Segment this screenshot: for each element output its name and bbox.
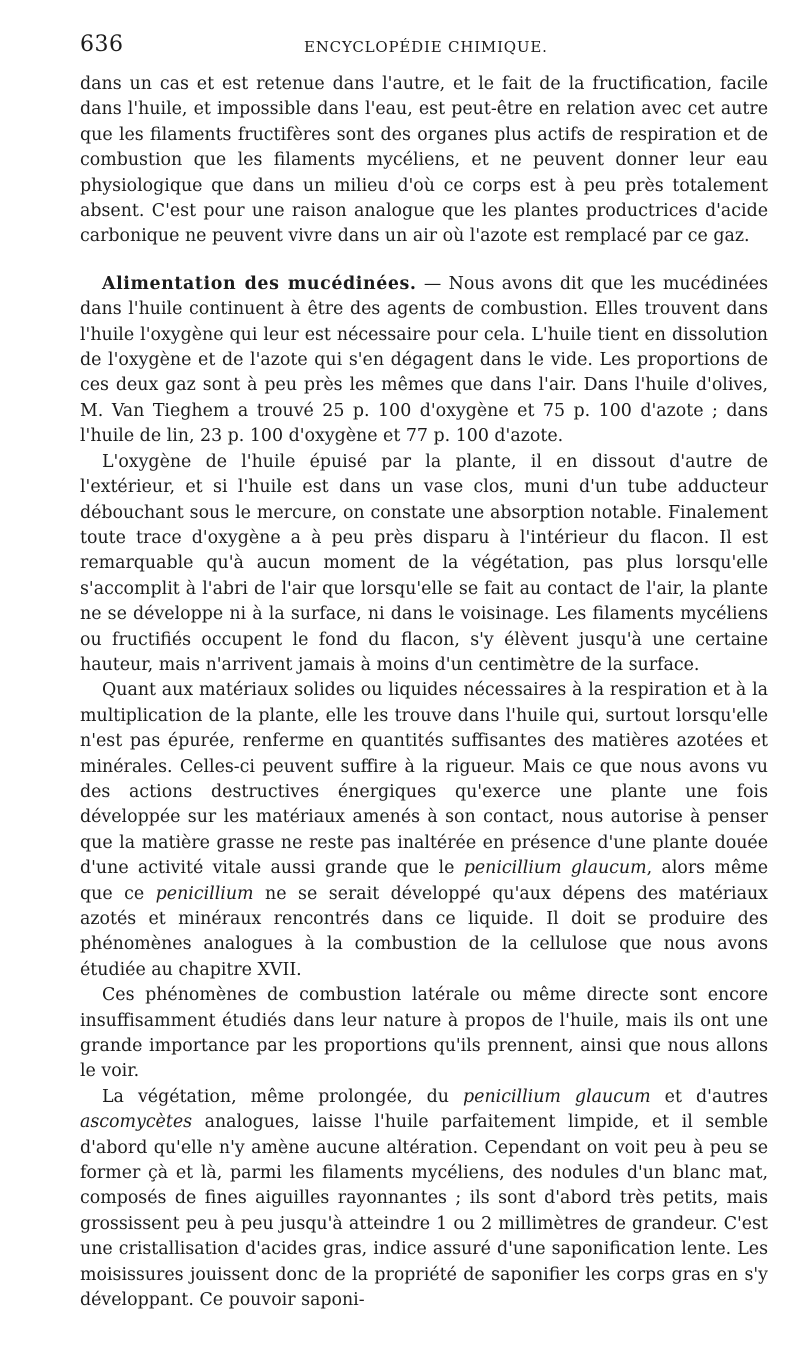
paragraph-1: dans un cas et est retenue dans l'autre, et le fait de la fructification, facile dans l'huile, et impossible dans l'eau, est peut-être en relation avec cet autre que les filaments fructifères sont des organes plus actifs de respiration et de combustion que les filaments mycéliens, et ne peuvent donner leur eau physiologique que dans un milieu d'où ce corps est à peu près totalement absent. C'est pour une raison analogue que les plantes productrices d'acide carbonique ne peuvent vivre dans un air où l'azote est remplacé par ce gaz. [80,74,768,247]
paragraph-4-text-c: ne se serait développé qu'aux dépens des matériaux azotés et minéraux rencontrés dans ce liquide. Il doit se produire des phénomènes analogues à la combustion de la cellulose que nous avons étudiée au chapitre XVII. [80,883,768,980]
species-name: penicillium glaucum [463,858,647,879]
paragraph-6 [80,1085,768,1314]
group-name: ascomycètes [80,1112,193,1133]
paragraph-6-text-a: La végétation, même prolongée, du [102,1086,464,1107]
paragraph-4 [80,678,768,983]
page-header [80,30,768,64]
paragraph-2 [80,272,768,450]
paragraph-4-text-b: , alors même que ce [80,858,768,904]
running-title: ENCYCLOPÉDIE CHIMIQUE. [304,38,548,56]
species-name: penicillium glaucum [463,1086,651,1107]
page [80,30,768,1314]
page-number: 636 [80,32,124,57]
paragraph-6-text-c: analogues, laisse l'huile parfaitement limpide, et il semble d'abord qu'elle n'y amène aucune altération. Cependant on voit peu à peu se former çà et là, parmi les filaments mycéliens, des nodules d'un blanc mat, composés de fines aiguilles rayonnantes ; ils sont d'abord très petits, mais grossissent peu à peu jusqu'à atteindre 1 ou 2 millimètres de grandeur. C'est une cristallisation d'acides gras, indice assuré d'une saponification lente. Les moisissures jouissent donc de la propriété de saponifier les corps gras en s'y développant. Ce pouvoir saponi- [80,1112,768,1311]
paragraph-3: L'oxygène de l'huile épuisé par la plante, il en dissout d'autre de l'extérieur, et si l'huile est dans un vase clos, muni d'un tube adducteur débouchant sous le mercure, on constate une absorption notable. Finalement toute trace d'oxygène a à peu près disparu à l'intérieur du flacon. Il est remarquable qu'à aucun moment de la végétation, pas plus lorsqu'elle s'accomplit à l'abri de l'air que lorsqu'elle se fait au contact de l'air, la plante ne se développe ni à la surface, ni dans le voisinage. Les filaments mycéliens ou fructifiés occupent le fond du flacon, s'y élèvent jusqu'à une certaine hauteur, mais n'arrivent jamais à moins d'un centimètre de la surface. [80,451,768,675]
paragraph-4-text-a: Quant aux matériaux solides ou liquides nécessaires à la respiration et à la multiplication de la plante, elle les trouve dans l'huile qui, surtout lorsqu'elle n'est pas épurée, renferme en quantités suffisantes des matières azotées et minérales. Celles-ci peuvent suffire à la rigueur. Mais ce que nous avons vu des actions destructives énergiques qu'exerce une plante une fois développée sur les matériaux amenés à son contact, nous autorise à penser que la matière grasse ne reste pas inaltérée en présence d'une plante douée d'une activité vitale aussi grande que le [80,680,768,879]
paragraph-2-body: — Nous avons dit que les mucédinées dans l'huile continuent à être des agents de combustion. Elles trouvent dans l'huile l'oxygène qui leur est nécessaire pour cela. L'huile tient en dissolution de l'oxygène et de l'azote qui s'en dégagent dans le vide. Les proportions de ces deux gaz sont à peu près les mêmes que dans l'air. Dans l'huile d'olives, M. Van Tieghem a trouvé 25 p. 100 d'oxygène et 75 p. 100 d'azote ; dans l'huile de lin, 23 p. 100 d'oxygène et 77 p. 100 d'azote. [80,273,768,447]
paragraph-5: Ces phénomènes de combustion latérale ou même directe sont encore insuffisamment étudiés dans leur nature à propos de l'huile, mais ils ont une grande importance par les proportions qu'ils prennent, ainsi que nous allons le voir. [80,985,768,1082]
paragraph-6-text-b: et d'autres [650,1086,768,1107]
genus-name: penicillium [155,883,254,904]
section-heading: Alimentation des mucédinées. [102,273,417,294]
